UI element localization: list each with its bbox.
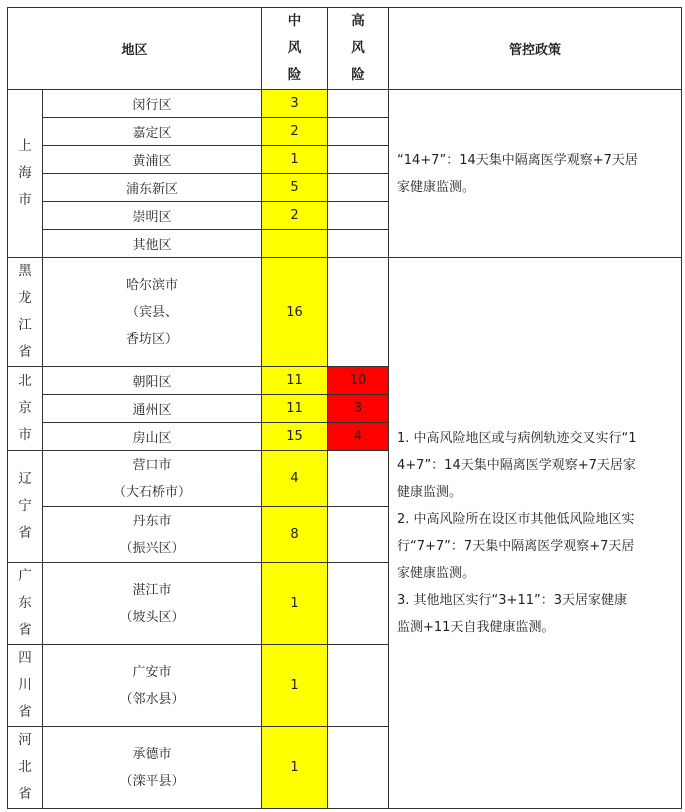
area-name: 黄浦区 [43, 146, 262, 174]
province-heilongjiang: 黑 龙 江 省 [8, 258, 43, 367]
high-risk-count: 10 [328, 367, 389, 395]
medium-risk-count: 1 [262, 645, 328, 727]
medium-risk-count: 11 [262, 395, 328, 423]
medium-risk-count: 5 [262, 174, 328, 202]
medium-risk-count: 3 [262, 90, 328, 118]
area-name: 浦东新区 [43, 174, 262, 202]
medium-risk-count [262, 230, 328, 258]
area-name: 房山区 [43, 423, 262, 451]
risk-area-table [7, 7, 682, 809]
high-risk-count: 3 [328, 395, 389, 423]
province-hebei: 河 北 省 [8, 727, 43, 809]
policy-shanghai: “14+7”：14天集中隔离医学观察+7天居 家健康监测。 [389, 90, 682, 258]
high-risk-count [328, 202, 389, 230]
area-name: 丹东市 （振兴区） [43, 507, 262, 563]
area-name: 广安市 （邻水县） [43, 645, 262, 727]
high-risk-count [328, 451, 389, 507]
medium-risk-count: 4 [262, 451, 328, 507]
high-risk-count: 4 [328, 423, 389, 451]
area-name: 承德市 （滦平县） [43, 727, 262, 809]
medium-risk-count: 1 [262, 563, 328, 645]
high-risk-count [328, 230, 389, 258]
area-name: 崇明区 [43, 202, 262, 230]
medium-risk-count: 11 [262, 367, 328, 395]
area-name: 闵行区 [43, 90, 262, 118]
high-risk-count [328, 727, 389, 809]
high-risk-count [328, 507, 389, 563]
area-name: 嘉定区 [43, 118, 262, 146]
medium-risk-count: 15 [262, 423, 328, 451]
area-name: 哈尔滨市 （宾县、 香坊区） [43, 258, 262, 367]
high-risk-count [328, 90, 389, 118]
medium-risk-count: 2 [262, 118, 328, 146]
header-high-risk: 高 风 险 [328, 8, 389, 90]
medium-risk-count: 2 [262, 202, 328, 230]
header-policy: 管控政策 [389, 8, 682, 90]
header-medium-risk: 中 风 险 [262, 8, 328, 90]
table-header-row [8, 8, 682, 90]
province-shanghai: 上 海 市 [8, 90, 43, 258]
table-row [8, 90, 682, 118]
policy-others: 1. 中高风险地区或与病例轨迹交叉实行“1 4+7”：14天集中隔离医学观察+7天居家 健康监测。 2. 中高风险所在设区市其他低风险地区实 行“7+7”：7天集中隔离医学观察+7天居 家健康监测。 3. 其他地区实行“3+11”：3天居家健康 监测+11天自我健康监测。 [389, 258, 682, 809]
province-guangdong: 广 东 省 [8, 563, 43, 645]
area-name: 湛江市 （坡头区） [43, 563, 262, 645]
high-risk-count [328, 645, 389, 727]
high-risk-count [328, 258, 389, 367]
header-region: 地区 [8, 8, 262, 90]
area-name: 其他区 [43, 230, 262, 258]
area-name: 朝阳区 [43, 367, 262, 395]
high-risk-count [328, 563, 389, 645]
high-risk-count [328, 118, 389, 146]
medium-risk-count: 1 [262, 727, 328, 809]
area-name: 通州区 [43, 395, 262, 423]
medium-risk-count: 8 [262, 507, 328, 563]
high-risk-count [328, 174, 389, 202]
medium-risk-count: 1 [262, 146, 328, 174]
medium-risk-count: 16 [262, 258, 328, 367]
area-name: 营口市 （大石桥市） [43, 451, 262, 507]
province-beijing: 北 京 市 [8, 367, 43, 451]
province-sichuan: 四 川 省 [8, 645, 43, 727]
province-liaoning: 辽 宁 省 [8, 451, 43, 563]
high-risk-count [328, 146, 389, 174]
table-row [8, 258, 682, 367]
